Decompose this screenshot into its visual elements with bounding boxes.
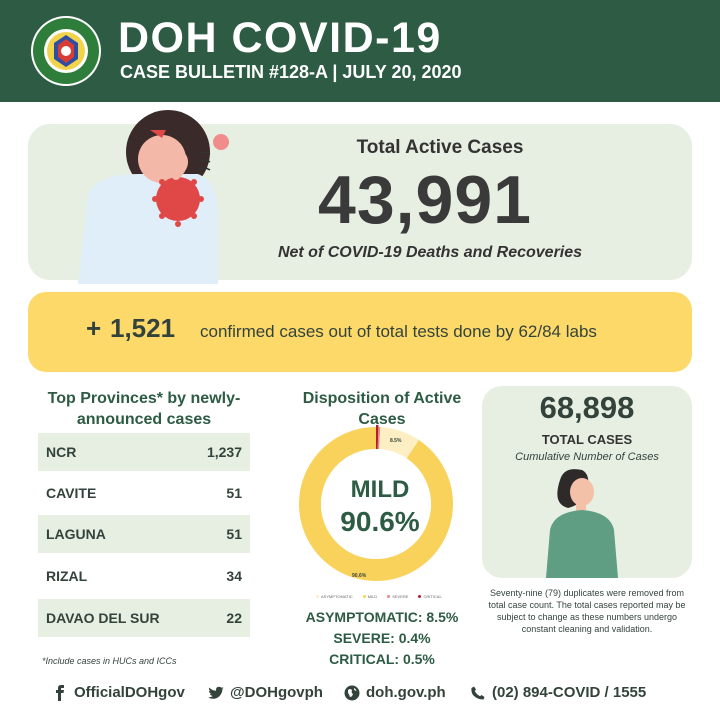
table-row: [38, 515, 250, 553]
facebook-handle: OfficialDOHgov: [74, 684, 185, 701]
critical-stat: CRITICAL: 0.5%: [329, 651, 435, 667]
website-link[interactable]: [344, 684, 446, 701]
bulletin-subtitle: CASE BULLETIN #128-A | JULY 20, 2020: [120, 62, 462, 82]
legend-label: ASYMPTOMATIC: [321, 594, 353, 599]
legend-label: CRITICAL: [423, 594, 442, 599]
provinces-title: Top Provinces* by newly-announced cases: [47, 390, 241, 428]
duplicates-note: Seventy-nine (79) duplicates were removed from total case count. The total cases reported may be subject to change as these numbers undergo constant cleaning and validation.: [488, 588, 686, 634]
confirmed-plus-sign: +: [86, 313, 102, 343]
legend-label: SEVERE: [392, 594, 409, 599]
doh-seal-icon: [30, 15, 102, 87]
person-illustration: [538, 468, 628, 578]
total-cases-value: 68,898: [539, 390, 635, 425]
facebook-icon: [52, 685, 68, 701]
provinces-footnote: *Include cases in HUCs and ICCs: [42, 656, 177, 666]
donut-main-label: MILD: [350, 476, 410, 503]
legend-item: [363, 594, 378, 599]
twitter-link[interactable]: [208, 684, 323, 701]
header-bar: [0, 0, 720, 102]
legend-label: MILD: [367, 594, 378, 599]
total-cases-sub: Cumulative Number of Cases: [515, 451, 659, 463]
facebook-link[interactable]: [52, 684, 185, 701]
active-cases-label: Total Active Cases: [356, 137, 524, 158]
legend-swatch: [316, 595, 319, 598]
legend-swatch: [363, 595, 366, 598]
table-row: [38, 474, 250, 512]
twitter-icon: [208, 685, 224, 701]
confirmed-text: confirmed cases out of total tests done by 62/84 labs: [200, 322, 597, 341]
table-row: [38, 599, 250, 637]
severe-stat: SEVERE: 0.4%: [333, 630, 431, 646]
hotline-link[interactable]: [470, 684, 646, 701]
active-cases-note: Net of COVID-19 Deaths and Recoveries: [277, 244, 583, 261]
legend-swatch: [418, 595, 421, 598]
province-value: 51: [226, 526, 242, 542]
active-cases-value: 43,991: [318, 162, 532, 238]
disposition-donut-chart: [290, 424, 470, 584]
coughing-woman-illustration: [58, 104, 248, 284]
donut-main-value: 90.6%: [340, 506, 420, 537]
total-cases-label: TOTAL CASES: [541, 432, 633, 447]
confirmed-count: 1,521: [110, 313, 176, 343]
province-name: LAGUNA: [46, 526, 106, 542]
province-name: RIZAL: [46, 568, 88, 584]
legend-swatch: [387, 595, 390, 598]
legend-item: [387, 594, 408, 599]
province-name: CAVITE: [46, 485, 97, 501]
hotline-number: (02) 894-COVID / 1555: [492, 684, 647, 701]
table-row: [38, 433, 250, 471]
page-title: DOH COVID-19: [118, 14, 442, 62]
legend-item: [316, 594, 353, 599]
legend-item: [418, 594, 441, 599]
province-value: 1,237: [206, 444, 242, 460]
table-row: [38, 557, 250, 595]
asymptomatic-stat: ASYMPTOMATIC: 8.5%: [305, 609, 459, 625]
website-url: doh.gov.ph: [366, 684, 446, 701]
donut-legend: [316, 594, 442, 599]
globe-icon: [344, 685, 360, 701]
province-name: NCR: [46, 444, 77, 460]
mild-pct-label: 90.6%: [352, 573, 367, 579]
asymptomatic-pct-label: 8.5%: [390, 438, 402, 444]
disposition-list: [292, 607, 472, 670]
province-value: 22: [226, 610, 242, 626]
province-name: DAVAO DEL SUR: [46, 610, 160, 626]
disposition-title: Disposition of Active Cases: [302, 390, 462, 428]
province-value: 51: [226, 485, 242, 501]
twitter-handle: @DOHgovph: [230, 684, 323, 701]
phone-icon: [470, 685, 486, 701]
donut-center: [321, 449, 431, 559]
province-value: 34: [226, 568, 242, 584]
